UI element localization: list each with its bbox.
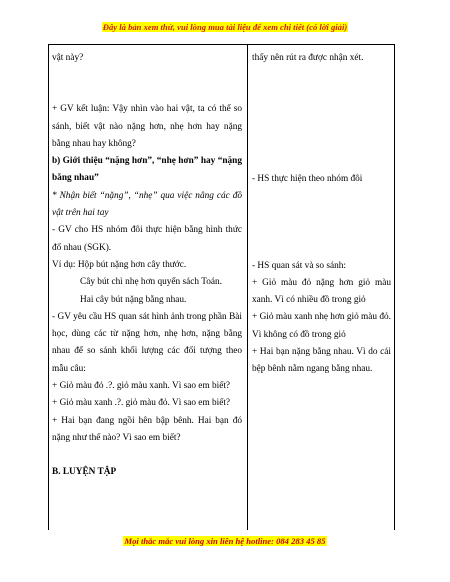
student-activities-column [252, 50, 391, 379]
column-divider [247, 44, 248, 530]
example-line-2: Hai cây bút nặng bằng nhau. [80, 294, 187, 305]
preview-notice: Đây là bản xem thử, vui lòng mua tài liệu để xem chi tiết (có lời giải) [102, 22, 348, 32]
student-pair-work: - HS thực hiện theo nhóm đôi [252, 174, 363, 185]
practice-heading: B. LUYỆN TẬP [52, 467, 117, 478]
student-observe: - HS quan sát và so sánh: [252, 260, 346, 271]
answer-1: + Giỏ màu đỏ nặng hơn giỏ màu xanh. Vì có nhiều đồ trong giỏ [252, 277, 391, 306]
question-3: + Hai bạn đang ngồi hên bập bênh. Hai bạn đó nặng như thế nào? Vì sao em biết? [52, 415, 242, 443]
answer-2: + Giỏ màu xanh nhẹ hơn giỏ màu đỏ. Vì không có đồ trong giỏ [252, 312, 392, 340]
right-top-line: thấy nên rút ra được nhận xét. [252, 53, 364, 63]
question-2: + Giỏ màu xanh .?. giỏ màu đỏ. Vì sao em biết? [52, 398, 231, 409]
left-top-line: vật này? [52, 53, 84, 63]
section-b-heading: b) Giới thiệu “nặng hơn”, “nhẹ hơn” hay “nặng bằng nhau” [52, 156, 242, 184]
section-b-goal: * Nhận biết “nặng”, “nhẹ” qua việc nâng các đồ vật trên hai tay [52, 190, 242, 219]
example-line-1: Cây bút chì nhẹ hơn quyển sách Toán. [80, 277, 222, 288]
hotline-notice: Mọi thắc mắc vui lòng xin liên hệ hotline: 084 283 45 85 [124, 536, 326, 546]
example-line: Ví dụ: Hộp bút nặng hơn cây thước. [52, 259, 187, 270]
observation-task: - GV yêu cầu HS quan sát hình ảnh trong phần Bài học, dùng các từ nặng hơn, nhẹ hơn, nặng bằng nhau để so sánh khối lượng các đối tượng theo mẫu câu: [52, 311, 242, 374]
answer-3: + Hai bạn nặng bằng nhau. Vì do cái bệp bênh nằm ngang bằng nhau. [252, 347, 391, 375]
teacher-activities-column [52, 50, 242, 482]
teacher-conclusion: + GV kết luận: Vậy nhìn vào hai vật, ta có thể so sánh, biết vật nào nặng hơn, nhẹ hơn hay nặng bằng nhau hay không? [52, 104, 242, 149]
pair-work-instruction: - GV cho HS nhóm đôi thực hiện bằng hình thức đố nhau (SGK). [52, 225, 242, 253]
question-1: + Giỏ màu đỏ .?. giỏ màu xanh. Vì sao em biết? [52, 381, 231, 392]
